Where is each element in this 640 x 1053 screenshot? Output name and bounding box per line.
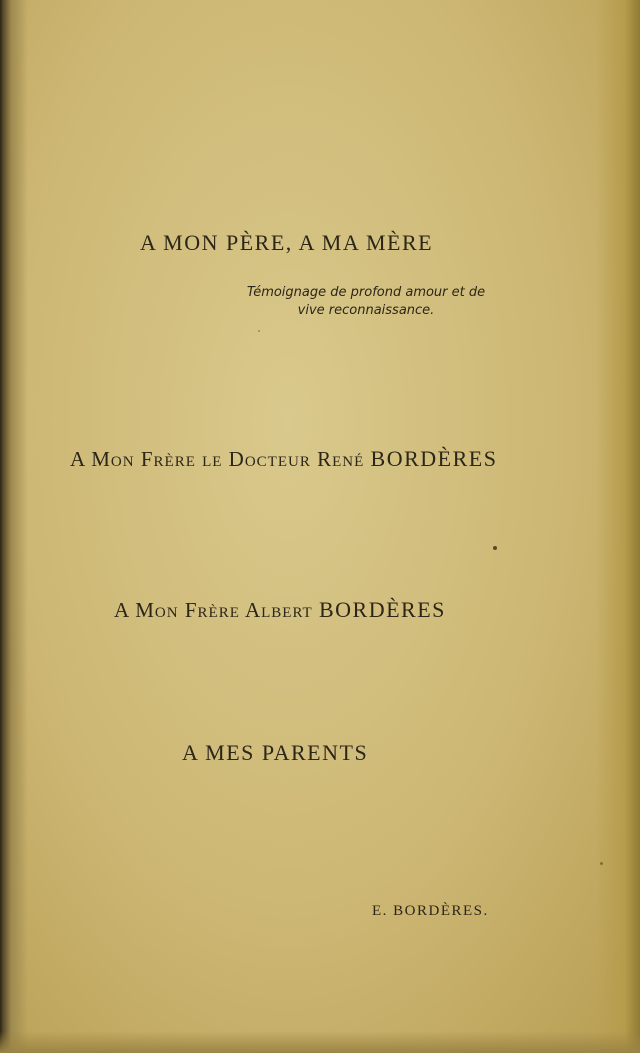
- dedication-brother-rene: [70, 446, 497, 472]
- dedication-parents-subtitle-line1: Témoignage de profond amour et de: [246, 285, 486, 300]
- dedication-brother-albert-prefix: A Mon Frère Albert: [114, 598, 313, 622]
- dedication-brother-rene-surname: BORDÈRES: [370, 446, 498, 471]
- paper-speck: [493, 546, 497, 550]
- dedication-brother-albert-surname: BORDÈRES: [318, 597, 446, 622]
- dedication-brother-rene-prefix: A Mon Frère le Docteur René: [70, 447, 365, 471]
- dedication-brother-albert: [114, 597, 446, 623]
- dedication-family-title: A MES PARENTS: [182, 740, 369, 765]
- paper-speck: [258, 330, 260, 332]
- dedication-parents-title: A MON PÈRE, A MA MÈRE: [140, 230, 434, 255]
- dedication-parents-subtitle-line2: vive reconnaissance.: [297, 303, 435, 318]
- page-edge-tint-bottom: [0, 1031, 640, 1053]
- author-signature: E. BORDÈRES.: [372, 903, 489, 919]
- page-edge-tint-right: [596, 0, 640, 1053]
- page-edge-shadow-left: [0, 0, 28, 1053]
- paper-speck: [600, 862, 603, 865]
